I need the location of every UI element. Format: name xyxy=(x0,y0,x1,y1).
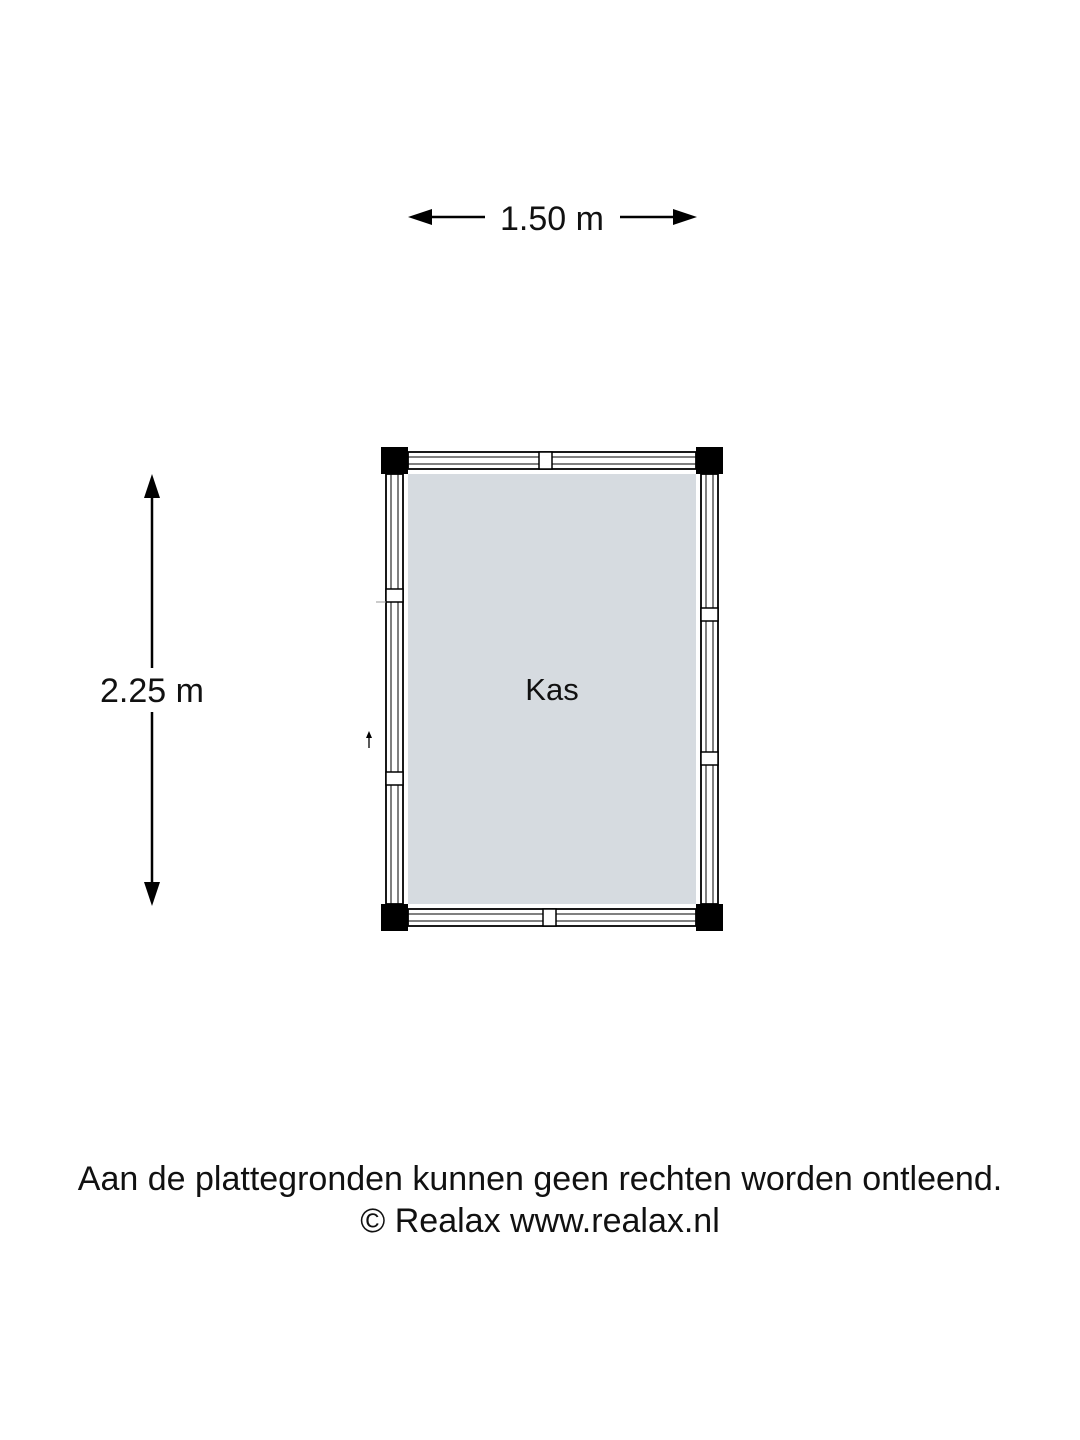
width-dimension-label: 1.50 m xyxy=(500,200,604,238)
right-wall xyxy=(701,474,718,904)
room-label-kas: Kas xyxy=(525,672,579,707)
right-wall-mullion-lower xyxy=(701,752,718,765)
left-wall xyxy=(376,474,403,904)
height-arrow-up-icon xyxy=(144,474,160,498)
corner-post-top-right xyxy=(696,447,723,474)
width-arrow-right-icon xyxy=(673,209,697,225)
corner-post-bottom-right xyxy=(696,904,723,931)
top-wall-mullion xyxy=(539,452,552,469)
height-dimension-label: 2.25 m xyxy=(100,672,204,710)
greenhouse-structure xyxy=(366,447,723,931)
left-wall-mullion-upper xyxy=(386,589,403,602)
corner-post-bottom-left xyxy=(381,904,408,931)
height-dimension xyxy=(100,474,204,906)
copyright-text: © Realax www.realax.nl xyxy=(360,1202,720,1240)
width-dimension xyxy=(408,200,697,238)
right-wall-mullion-upper xyxy=(701,608,718,621)
top-wall xyxy=(408,452,696,469)
bottom-wall-mullion xyxy=(543,909,556,926)
bottom-wall xyxy=(408,909,696,926)
height-arrow-down-icon xyxy=(144,882,160,906)
width-arrow-left-icon xyxy=(408,209,432,225)
corner-post-top-left xyxy=(381,447,408,474)
disclaimer-text: Aan de plattegronden kunnen geen rechten worden ontleend. xyxy=(77,1160,1003,1198)
entry-arrow-icon xyxy=(366,731,372,748)
left-wall-mullion-lower xyxy=(386,772,403,785)
disclaimer-block xyxy=(0,1158,1080,1242)
